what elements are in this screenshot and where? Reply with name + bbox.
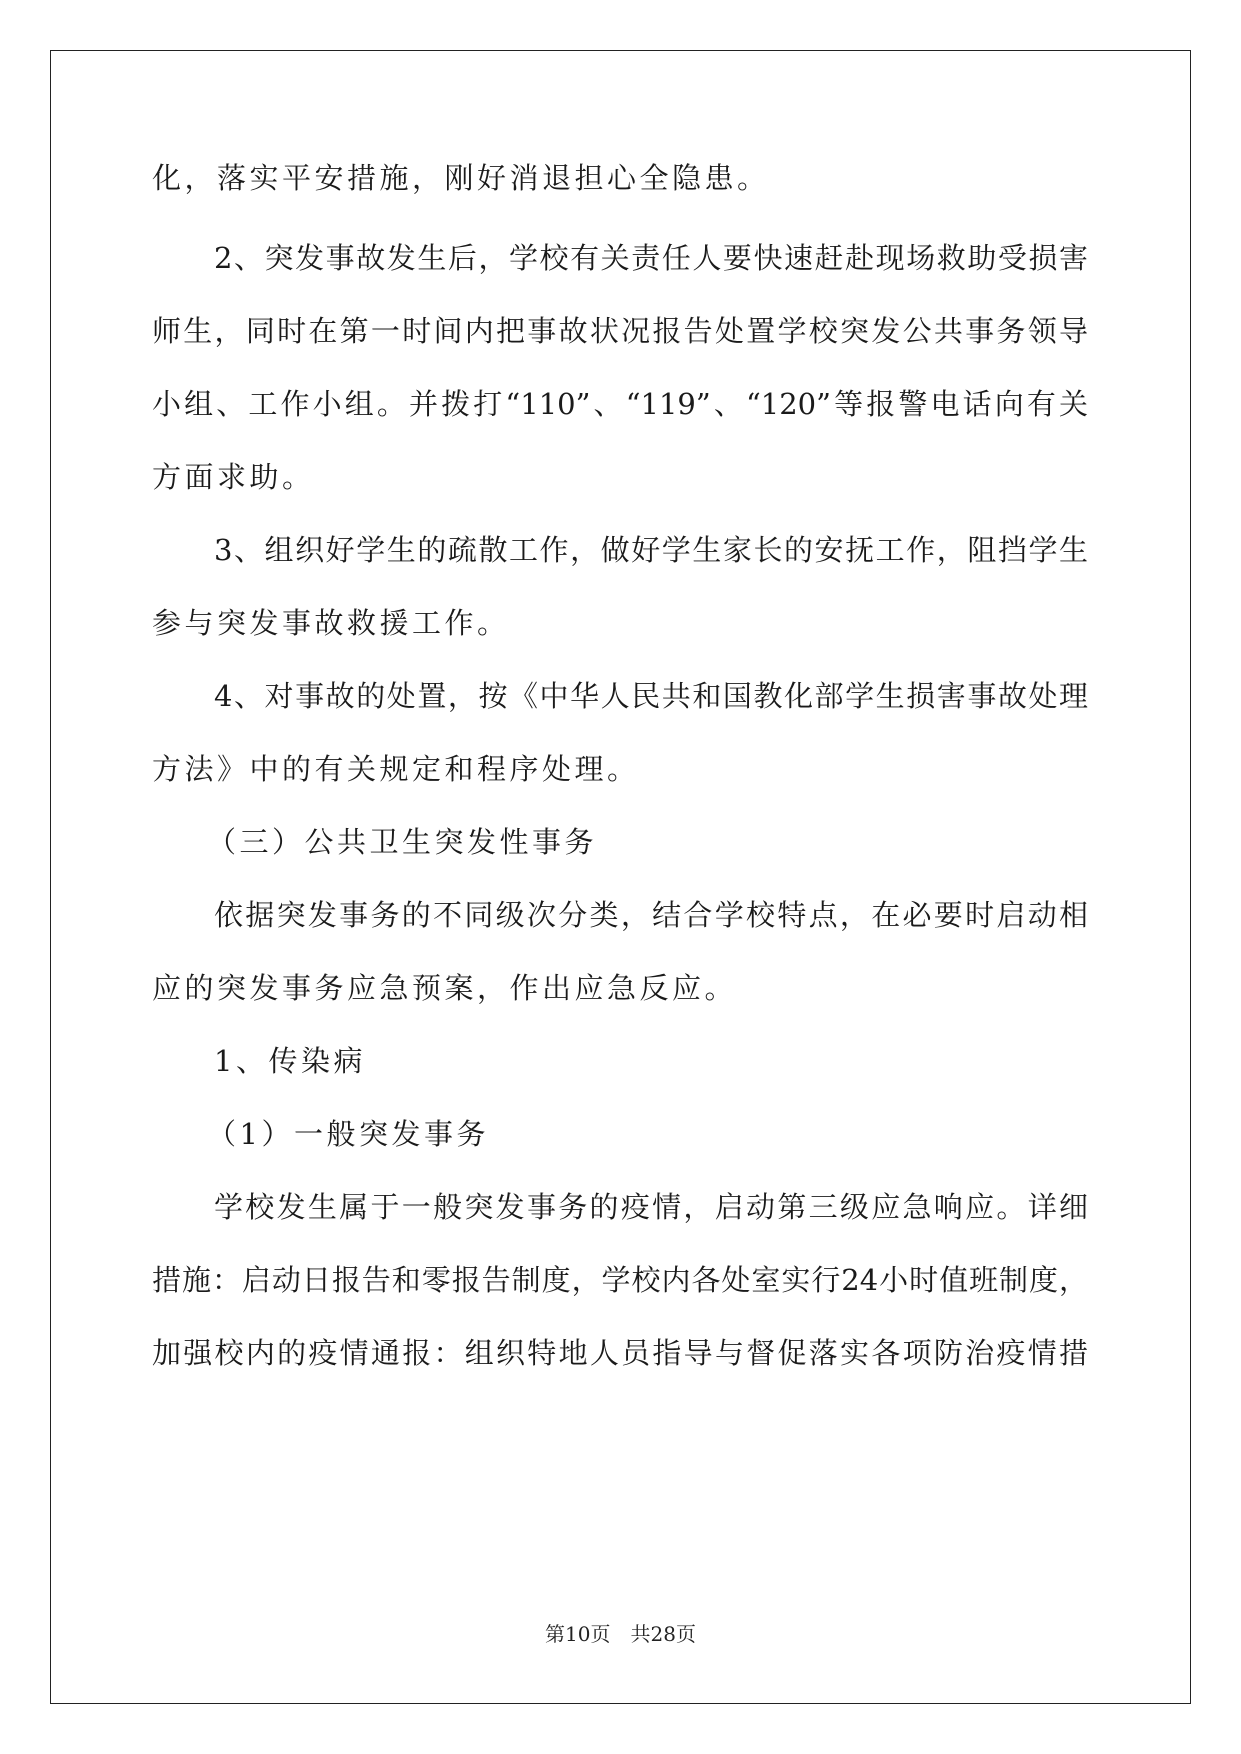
text-line: 方法》中的有关规定和程序处理。 [152, 752, 640, 786]
text-line: 4、对事故的处置，按《中华人民共和国教化部学生损害事故处理 [214, 679, 1088, 713]
subsection-heading: 1、传染病 [214, 1044, 366, 1078]
text-line: 应的突发事务应急预案，作出应急反应。 [152, 971, 738, 1005]
text-line: 3、组织好学生的疏散工作，做好学生家长的安抚工作，阻挡学生 [214, 533, 1088, 567]
text-line: 参与突发事故救援工作。 [152, 606, 510, 640]
text-line: 依据突发事务的不同级次分类，结合学校特点，在必要时启动相 [214, 898, 1088, 932]
page-border [50, 50, 1191, 1704]
text-line: 师生，同时在第一时间内把事故状况报告处置学校突发公共事务领导 [152, 314, 1088, 348]
section-heading: （三）公共卫生突发性事务 [207, 825, 598, 859]
page-number-footer: 第10页 共28页 [545, 1622, 696, 1646]
text-line: 措施：启动日报告和零报告制度，学校内各处室实行24小时值班制度， [152, 1263, 1088, 1297]
text-line: 化，落实平安措施，刚好消退担心全隐患。 [152, 161, 770, 195]
text-line: 方面求助。 [152, 460, 315, 494]
text-line: 2、突发事故发生后，学校有关责任人要快速赶赴现场救助受损害 [214, 241, 1088, 275]
text-line: 学校发生属于一般突发事务的疫情，启动第三级应急响应。详细 [214, 1190, 1088, 1224]
text-line: 加强校内的疫情通报：组织特地人员指导与督促落实各项防治疫情措 [152, 1336, 1088, 1370]
subsection-heading: （1）一般突发事务 [207, 1117, 489, 1151]
text-line: 小组、工作小组。并拨打“110”、“119”、“120”等报警电话向有关 [152, 387, 1088, 421]
